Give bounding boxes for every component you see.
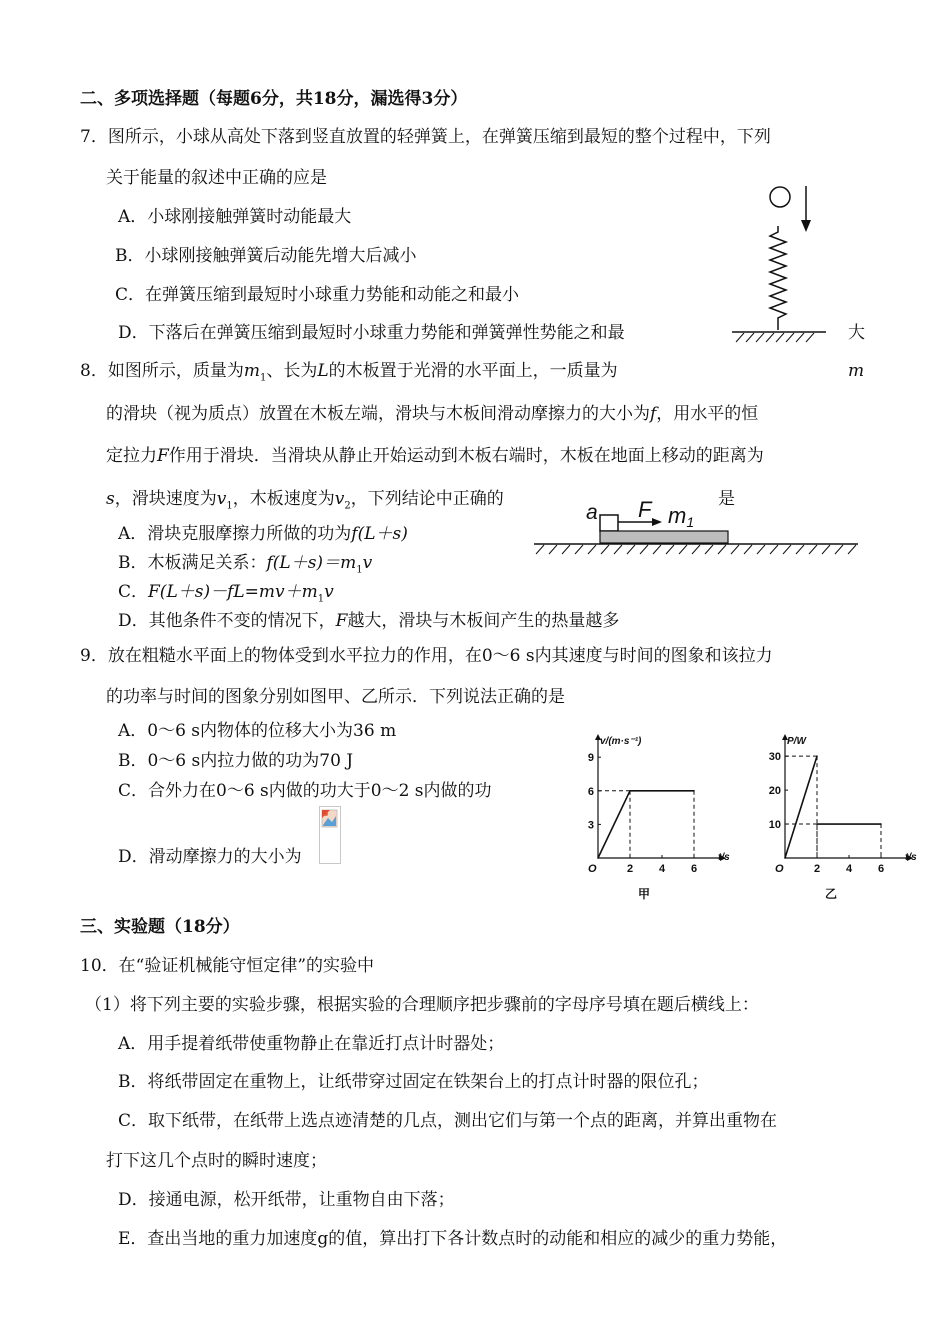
q10-step-a: A．用手提着纸带使重物静止在靠近打点计时器处； <box>118 1034 505 1054</box>
power-time-chart <box>755 728 917 913</box>
broken-image-icon <box>319 806 341 864</box>
label-m1: m1 <box>668 503 695 530</box>
q7-option-b: B．小球刚接触弹簧后动能先增大后减小 <box>115 246 417 266</box>
q9-stem-line2: 的功率与时间的图象分别如图甲、乙所示．下列说法正确的是 <box>106 687 565 707</box>
q7-option-d-end: 大 <box>848 323 865 343</box>
q7-stem-line2: 关于能量的叙述中正确的应是 <box>106 168 327 188</box>
chart-0-xlabel: t/s <box>718 852 730 863</box>
chart-0-xtick-label: 4 <box>658 863 666 875</box>
q7-option-d: D．下落后在弹簧压缩到最短时小球重力势能和弹簧弹性势能之和最 <box>118 323 625 343</box>
q9-option-b: B．0～6 s内拉力做的功为70 J <box>118 751 354 771</box>
label-a: a <box>586 501 598 524</box>
chart-1-origin: O <box>775 863 784 875</box>
q8-option-b: B．木板满足关系：$f(L+s)=m_1v$ <box>118 553 373 576</box>
chart-1-data-point <box>784 857 786 859</box>
chart-1-ylabel: P/W <box>787 736 806 747</box>
chart-1-ytick-label: 20 <box>768 785 781 798</box>
section-3-header: 三、实验题（18分） <box>80 917 240 937</box>
chart-1-ytick-label: 30 <box>768 751 781 764</box>
q8-stem-line1: 8．如图所示，质量为$m_1$、长为L的木板置于光滑的水平面上，一质量为 <box>80 361 618 384</box>
chart-1-caption: 乙 <box>824 887 838 901</box>
chart-1-series-segment <box>785 756 817 858</box>
q8-option-a: A．滑块克服摩擦力所做的功为f(L＋s) <box>118 524 408 544</box>
q10-step-c-line1: C．取下纸带，在纸带上选点迹清楚的几点，测出它们与第一个点的距离，并算出重物在 <box>118 1111 778 1131</box>
chart-0-origin: O <box>588 863 597 875</box>
chart-1-xtick-label: 6 <box>877 863 885 875</box>
chart-0-ylabel: v/(m·s⁻¹) <box>600 736 642 747</box>
q8-stem-line3: 定拉力F作用于滑块．当滑块从静止开始运动到木板右端时，木板在地面上移动的距离为 <box>106 446 764 466</box>
q10-step-c-line2: 打下这几个点时的瞬时速度； <box>106 1151 327 1171</box>
spring-ball-figure <box>730 180 840 345</box>
chart-0-ytick-label: 6 <box>587 785 594 798</box>
chart-1-xtick-label: 2 <box>813 863 821 875</box>
q7-stem-line1: 7．图所示，小球从高处下落到竖直放置的轻弹簧上，在弹簧压缩到最短的整个过程中，下列 <box>80 127 771 147</box>
q10-step-d: D．接通电源，松开纸带，让重物自由下落； <box>118 1190 455 1210</box>
chart-0-caption: 甲 <box>637 887 651 901</box>
chart-1-data-point <box>880 823 882 825</box>
chart-0-xtick-label: 2 <box>626 863 634 875</box>
chart-0-data-point <box>629 790 631 792</box>
block-board-figure <box>530 495 865 560</box>
q10-stem: 10．在“验证机械能守恒定律”的实验中 <box>80 956 375 976</box>
chart-1-ytick-label: 10 <box>768 819 781 832</box>
q10-step-e: E．查出当地的重力加速度g的值，算出打下各计数点时的动能和相应的减少的重力势能， <box>118 1229 788 1249</box>
q9-option-d: D．滑动摩擦力的大小为 <box>118 847 302 867</box>
q10-step-b: B．将纸带固定在重物上，让纸带穿过固定在铁架台上的打点计时器的限位孔； <box>118 1072 709 1092</box>
q9-option-c: C．合外力在0～6 s内做的功大于0～2 s内做的功 <box>118 781 492 801</box>
q7-option-c: C．在弹簧压缩到最短时小球重力势能和动能之和最小 <box>115 285 520 305</box>
chart-0-data-point <box>693 790 695 792</box>
ground-hatch <box>536 545 856 554</box>
chart-1-xtick-label: 4 <box>845 863 853 875</box>
label-F: F <box>638 497 652 522</box>
q8-option-d: D．其他条件不变的情况下，F越大，滑块与木板间产生的热量越多 <box>118 611 620 631</box>
section-2-header: 二、多项选择题（每题6分，共18分，漏选得3分） <box>80 89 468 109</box>
q10-part1: （1）将下列主要的实验步骤，根据实验的合理顺序把步骤前的字母序号填在题后横线上： <box>85 995 759 1015</box>
board <box>600 531 728 543</box>
q8-stem-line2: 的滑块（视为质点）放置在木板左端，滑块与木板间滑动摩擦力的大小为f，用水平的恒 <box>106 404 759 424</box>
chart-1-data-point <box>816 823 818 825</box>
velocity-time-chart <box>582 728 732 913</box>
q8-stem-line4: s，滑块速度为$v_1$，木板速度为$v_2$，下列结论中正确的 <box>106 489 504 512</box>
q8-mass-m: m <box>848 361 865 381</box>
chart-0-ytick-label: 9 <box>587 752 594 765</box>
chart-1-xlabel: t/s <box>905 852 917 863</box>
chart-0-ytick-label: 3 <box>587 819 594 832</box>
q9-stem-line1: 9．放在粗糙水平面上的物体受到水平拉力的作用，在0～6 s内其速度与时间的图象和该拉力 <box>80 646 773 666</box>
slider-block <box>600 515 618 531</box>
q8-stem-line4-end: 是 <box>718 489 735 509</box>
chart-0-xtick-label: 6 <box>690 863 698 875</box>
spring-icon <box>770 226 786 330</box>
chart-0-data-point <box>597 857 599 859</box>
q8-option-c: C．$F(L+s)-fL=mv+m_1v$ <box>118 582 334 605</box>
chart-0-series-segment <box>598 791 630 858</box>
ball-icon <box>770 187 790 207</box>
q9-option-a: A．0～6 s内物体的位移大小为36 m <box>118 721 397 741</box>
q7-option-a: A．小球刚接触弹簧时动能最大 <box>118 207 352 227</box>
chart-1-data-point <box>816 755 818 757</box>
